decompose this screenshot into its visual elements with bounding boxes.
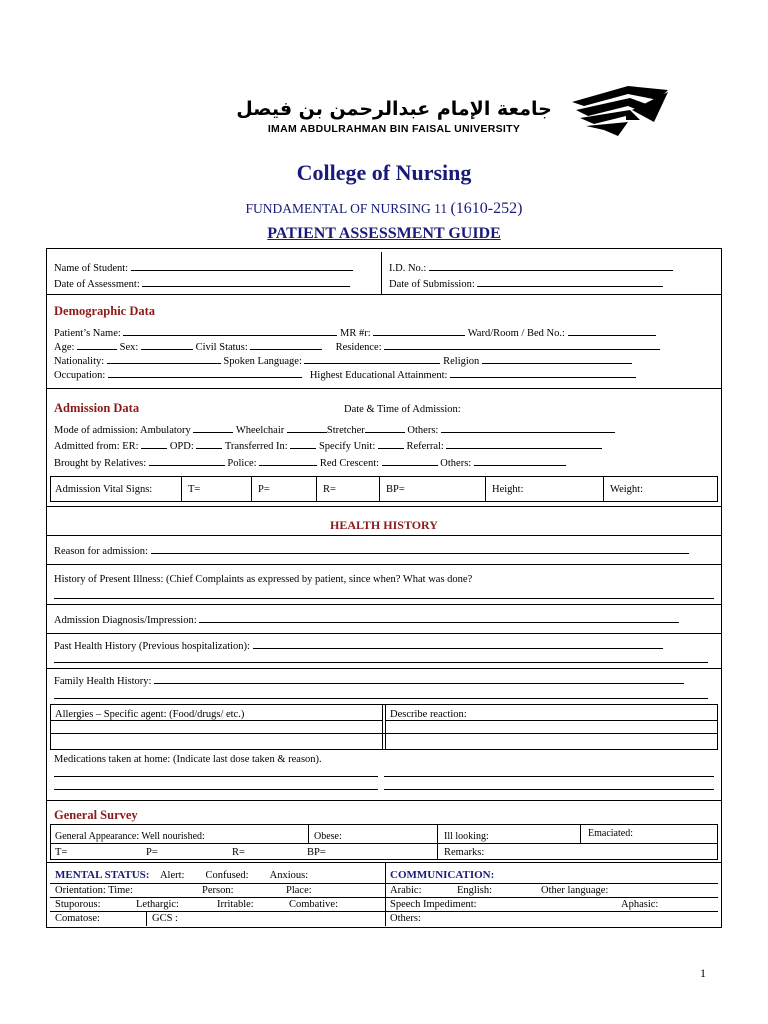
vitals-label: Admission Vital Signs: [55, 484, 153, 495]
aphasic-label[interactable]: Aphasic: [621, 899, 659, 910]
ambulatory-field[interactable] [193, 422, 233, 433]
anxious-label[interactable]: Anxious: [269, 870, 309, 881]
medications-label: Medications taken at home: (Indicate last dose taken & reason). [54, 754, 322, 765]
divider [381, 252, 382, 294]
divider [146, 911, 147, 926]
civil-status-field[interactable] [250, 339, 322, 350]
age-row [54, 339, 660, 354]
survey-temperature[interactable]: T= [55, 847, 68, 858]
divider [251, 476, 252, 502]
vitals-temperature[interactable]: T= [188, 484, 201, 495]
admitted-from-row [54, 438, 602, 453]
police-label: Police: [227, 458, 257, 469]
university-arabic-name: جامعة الإمام عبدالرحمن بن فيصل [236, 98, 552, 120]
transferred-label: Transferred In: [224, 441, 288, 452]
student-name-field[interactable] [131, 260, 353, 271]
opd-field[interactable] [196, 438, 222, 449]
page-title: PATIENT ASSESSMENT GUIDE [267, 225, 501, 242]
communication-others-label[interactable]: Others: [390, 913, 421, 924]
medications-field-2[interactable] [384, 776, 714, 777]
divider [385, 704, 386, 750]
orientation-place[interactable]: Place: [286, 885, 312, 896]
divider [50, 911, 718, 912]
emaciated-label: Emaciated: [588, 828, 633, 839]
medications-field-1[interactable] [54, 776, 378, 777]
past-history-row [54, 638, 663, 653]
language-label: Spoken Language: [223, 356, 302, 367]
religion-label: Religion [443, 356, 480, 367]
college-title: College of Nursing [296, 160, 472, 185]
mr-label: MR #r: [340, 328, 371, 339]
divider [46, 633, 722, 634]
divider [46, 535, 722, 536]
reason-row [54, 543, 689, 558]
student-name-row [54, 260, 353, 275]
submission-date-field[interactable] [477, 276, 663, 287]
family-history-field-2[interactable] [54, 698, 708, 699]
diagnosis-row [54, 612, 679, 627]
occupation-label: Occupation: [54, 370, 106, 381]
comatose-label[interactable]: Comatose: [55, 913, 100, 924]
demographic-heading: Demographic Data [54, 304, 156, 318]
er-field[interactable] [141, 438, 167, 449]
ward-label: Ward/Room / Bed No.: [467, 328, 565, 339]
present-illness-label: History of Present Illness: (Chief Complaints as expressed by patient, since when? What was done? [54, 574, 473, 585]
vitals-blood-pressure[interactable]: BP= [386, 484, 405, 495]
red-crescent-field[interactable] [382, 455, 438, 466]
civil-status-label: Civil Status: [195, 342, 248, 353]
communication-heading: COMMUNICATION: [390, 869, 495, 881]
brought-label: Brought by Relatives: [54, 458, 147, 469]
transferred-field[interactable] [290, 438, 316, 449]
admission-heading: Admission Data [54, 401, 140, 415]
sex-label: Sex: [119, 342, 139, 353]
divider [50, 733, 718, 734]
mr-field[interactable] [373, 325, 465, 336]
reaction-label: Describe reaction: [390, 709, 467, 720]
wheelchair-label: Wheelchair [235, 425, 285, 436]
diagnosis-label: Admission Diagnosis/Impression: [54, 615, 197, 626]
language-field[interactable] [304, 353, 440, 364]
unit-label: Specify Unit: [318, 441, 376, 452]
general-survey-heading: General Survey [54, 808, 138, 822]
medications-field-3[interactable] [54, 789, 378, 790]
referral-field[interactable] [446, 438, 602, 449]
divider [46, 668, 722, 669]
mental-status-row [55, 869, 308, 882]
survey-blood-pressure[interactable]: BP= [307, 847, 326, 858]
age-field[interactable] [77, 339, 117, 350]
divider [46, 564, 722, 565]
family-history-row [54, 673, 684, 688]
page-number: 1 [700, 966, 706, 980]
admitted-from-label: Admitted from: ER: [54, 441, 139, 452]
assessment-date-label: Date of Assessment: [54, 279, 140, 290]
wheelchair-field[interactable] [287, 422, 327, 433]
other-language-label[interactable]: Other language: [541, 885, 609, 896]
family-history-field[interactable] [154, 673, 684, 684]
survey-respiration[interactable]: R= [232, 847, 245, 858]
opd-label: OPD: [169, 441, 194, 452]
course-title [150, 200, 618, 218]
submission-date-label: Date of Submission: [389, 279, 475, 290]
mode-others-field[interactable] [441, 422, 615, 433]
allergies-label: Allergies – Specific agent: (Food/drugs/ etc.) [55, 709, 245, 720]
divider [603, 476, 604, 502]
gcs-label[interactable]: GCS : [152, 913, 178, 924]
divider [46, 862, 722, 863]
religion-field[interactable] [482, 353, 632, 364]
combative-label[interactable]: Combative: [289, 899, 338, 910]
reason-label: Reason for admission: [54, 546, 148, 557]
divider [50, 883, 718, 884]
alert-label[interactable]: Alert: [159, 870, 185, 881]
assessment-date-row [54, 276, 350, 291]
survey-remarks[interactable]: Remarks: [444, 847, 485, 858]
appearance-label: General Appearance: Well nourished: [55, 831, 205, 842]
student-id-row [389, 260, 673, 275]
age-label: Age: [54, 342, 75, 353]
patient-name-row [54, 325, 656, 340]
vitals-respiration[interactable]: R= [323, 484, 336, 495]
red-crescent-label: Red Crescent: [319, 458, 380, 469]
education-field[interactable] [450, 367, 636, 378]
occupation-field[interactable] [108, 367, 302, 378]
english-label[interactable]: English: [457, 885, 493, 896]
family-history-label: Family Health History: [54, 676, 152, 687]
education-label: Highest Educational Attainment: [309, 370, 448, 381]
stuporous-label[interactable]: Stuporous: [55, 899, 101, 910]
sex-field[interactable] [141, 339, 193, 350]
vitals-pulse[interactable]: P= [258, 484, 270, 495]
patient-name-field[interactable] [123, 325, 337, 336]
health-history-heading: HEALTH HISTORY [330, 518, 438, 532]
brought-others-field[interactable] [474, 455, 566, 466]
course-name: FUNDAMENTAL OF NURSING 11 [245, 201, 448, 216]
divider [46, 800, 722, 801]
divider [385, 862, 386, 926]
police-field[interactable] [259, 455, 317, 466]
mode-row [54, 422, 615, 437]
divider [316, 476, 317, 502]
past-history-field[interactable] [253, 638, 663, 649]
divider [46, 294, 722, 295]
reason-field[interactable] [151, 543, 689, 554]
admission-datetime-label: Date & Time of Admission: [344, 404, 461, 415]
brought-others-label: Others: [440, 458, 472, 469]
present-illness-field[interactable] [54, 598, 714, 599]
orientation-person[interactable]: Person: [202, 885, 234, 896]
divider [382, 704, 383, 750]
stretcher-field[interactable] [365, 422, 405, 433]
obese-label: Obese: [314, 831, 342, 842]
nationality-row [54, 353, 632, 368]
divider [437, 824, 438, 860]
vitals-weight[interactable]: Weight: [610, 484, 643, 495]
divider [181, 476, 182, 502]
arabic-label[interactable]: Arabic: [390, 885, 422, 896]
speech-impediment-label[interactable]: Speech Impediment: [390, 899, 477, 910]
patient-name-label: Patient’s Name: [54, 328, 121, 339]
diagnosis-field[interactable] [199, 612, 679, 623]
divider [50, 843, 718, 844]
vitals-height[interactable]: Height: [492, 484, 524, 495]
student-id-label: I.D. No.: [389, 263, 427, 274]
submission-date-row [389, 276, 663, 291]
nationality-label: Nationality: [54, 356, 105, 367]
university-logo [568, 80, 674, 138]
past-history-field-2[interactable] [54, 662, 708, 663]
mode-others-label: Others: [407, 425, 439, 436]
university-english-name: IMAM ABDULRAHMAN BIN FAISAL UNIVERSITY [267, 123, 521, 135]
mental-status-heading: MENTAL STATUS: [55, 869, 150, 881]
medications-field-4[interactable] [384, 789, 714, 790]
stretcher-label: Stretcher [326, 425, 365, 436]
divider [379, 476, 380, 502]
student-name-label: Name of Student: [54, 263, 129, 274]
divider [485, 476, 486, 502]
orientation-time[interactable]: Orientation: Time: [55, 885, 133, 896]
mode-label: Mode of admission: Ambulatory [54, 425, 191, 436]
occupation-row [54, 367, 636, 382]
ward-field[interactable] [568, 325, 656, 336]
divider [308, 824, 309, 843]
student-id-field[interactable] [429, 260, 673, 271]
brought-by-row [54, 455, 566, 470]
referral-label: Referral: [406, 441, 444, 452]
unit-field[interactable] [378, 438, 404, 449]
nationality-field[interactable] [107, 353, 221, 364]
course-code: (1610-252) [450, 200, 523, 217]
divider [580, 824, 581, 843]
ill-looking-label: Ill looking: [444, 831, 489, 842]
divider [46, 388, 722, 389]
brought-field[interactable] [149, 455, 225, 466]
residence-label: Residence: [335, 342, 382, 353]
divider [46, 604, 722, 605]
lethargic-label[interactable]: Lethargic: [136, 899, 179, 910]
past-history-label: Past Health History (Previous hospitalization): [54, 641, 250, 652]
divider [46, 506, 722, 507]
survey-pulse[interactable]: P= [146, 847, 158, 858]
confused-label[interactable]: Confused: [205, 870, 249, 881]
assessment-date-field[interactable] [142, 276, 350, 287]
residence-field[interactable] [384, 339, 660, 350]
irritable-label[interactable]: Irritable: [217, 899, 254, 910]
